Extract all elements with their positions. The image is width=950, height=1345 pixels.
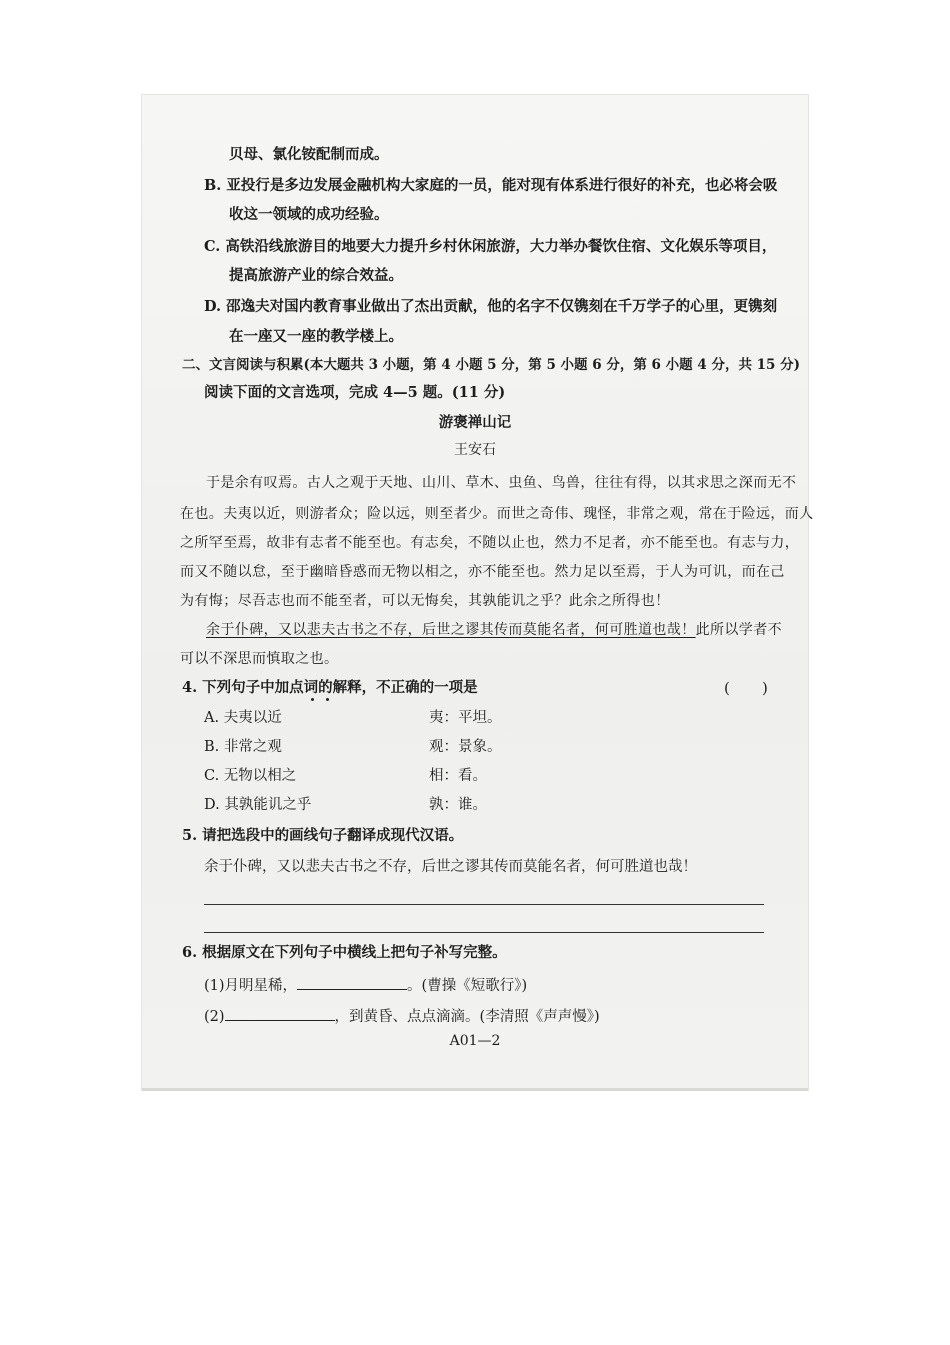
- passage-title: 游褒禅山记: [438, 414, 512, 431]
- q4-option-b-sentence: B. 非常之观: [204, 739, 282, 755]
- q4-bracket-close: ): [762, 679, 768, 697]
- passage-line-6: [206, 621, 782, 639]
- q4-option-d-meaning: 孰：谁。: [429, 797, 487, 813]
- emphasis-dot: [326, 698, 329, 701]
- q6-item-2-blank[interactable]: [225, 1006, 335, 1021]
- q4-stem: 4. 下列句子中加点词的解释，不正确的一项是: [182, 679, 478, 696]
- option-d-line2: 在一座又一座的教学楼上。: [229, 328, 403, 345]
- q5-sentence: 余于仆碑，又以悲夫古书之不存，后世之谬其传而莫能名者，何可胜道也哉！: [204, 859, 697, 875]
- q4-option-d-sentence: D. 其孰能讥之乎: [204, 797, 312, 813]
- q6-item-2: [204, 1006, 600, 1026]
- option-c-line2: 提高旅游产业的综合效益。: [229, 267, 403, 284]
- page-code: A01—2: [449, 1033, 501, 1049]
- q4-option-a-sentence: A. 夫夷以近: [204, 710, 282, 726]
- passage-line-1: 于是余有叹焉。古人之观于天地、山川、草木、虫鱼、鸟兽，往往有得，以其求思之深而无不: [206, 475, 797, 491]
- q4-bracket-open: (: [724, 679, 730, 697]
- q4-option-c-meaning: 相：看。: [429, 768, 487, 784]
- q6-stem: 6. 根据原文在下列句子中横线上把句子补写完整。: [182, 944, 507, 961]
- passage-line-3: 之所罕至焉，故非有志者不能至也。有志矣，不随以止也，然力不足者，亦不能至也。有志与力，: [180, 535, 800, 551]
- q4-option-b-meaning: 观：景象。: [429, 739, 502, 755]
- option-a-continuation: 贝母、氯化铵配制而成。: [229, 146, 389, 163]
- q6-item-2-suffix: ，到黄昏、点点滴滴。(李清照《声声慢》): [334, 1009, 600, 1025]
- passage-line-2: 在也。夫夷以近，则游者众；险以远，则至者少。而世之奇伟、瑰怪，非常之观，常在于险远，而人: [180, 506, 814, 522]
- option-c-line1: C. 高铁沿线旅游目的地要大力提升乡村休闲旅游，大力举办餐饮住宿、文化娱乐等项目，: [204, 238, 777, 255]
- passage-line-7: 可以不深思而慎取之也。: [180, 651, 339, 667]
- page-edge: [142, 1088, 808, 1091]
- q6-item-1-blank[interactable]: [297, 975, 407, 990]
- passage-line-5: 为有悔；尽吾志也而不能至者，可以无悔矣，其孰能讥之乎？此余之所得也！: [180, 593, 670, 609]
- section-heading: 二、文言阅读与积累(本大题共 3 小题，第 4 小题 5 分，第 5 小题 6 分，第 6 小题 4 分，共 15 分): [182, 357, 801, 373]
- q6-item-1: [204, 975, 527, 995]
- q6-item-1-prefix: (1)月明星稀，: [204, 978, 298, 994]
- answer-line-2[interactable]: [204, 932, 764, 933]
- emphasis-dot: [311, 698, 314, 701]
- passage-line-4: 而又不随以怠，至于幽暗昏惑而无物以相之，亦不能至也。然力足以至焉，于人为可讥，而在己: [180, 564, 785, 580]
- section-instruction: 阅读下面的文言选项，完成 4—5 题。(11 分): [204, 384, 506, 401]
- passage-line-6-rest: 此所以学者不: [695, 622, 783, 638]
- q5-stem: 5. 请把选段中的画线句子翻译成现代汉语。: [182, 827, 464, 844]
- option-b-line1: B. 亚投行是多边发展金融机构大家庭的一员，能对现有体系进行很好的补充，也必将会吸: [204, 177, 778, 194]
- q6-item-1-suffix: 。(曹操《短歌行》): [407, 978, 528, 994]
- option-d-line1: D. 邵逸夫对国内教育事业做出了杰出贡献，他的名字不仅镌刻在千万学子的心里，更镌刻: [204, 298, 778, 315]
- q4-option-a-meaning: 夷：平坦。: [429, 710, 502, 726]
- passage-author: 王安石: [454, 442, 496, 458]
- q6-item-2-prefix: (2): [204, 1009, 225, 1025]
- q4-option-c-sentence: C. 无物以相之: [204, 768, 297, 784]
- underlined-sentence: 余于仆碑，又以悲夫古书之不存，后世之谬其传而莫能名者，何可胜道也哉！: [206, 622, 696, 638]
- answer-line-1[interactable]: [204, 904, 764, 905]
- option-b-line2: 收这一领域的成功经验。: [229, 206, 389, 223]
